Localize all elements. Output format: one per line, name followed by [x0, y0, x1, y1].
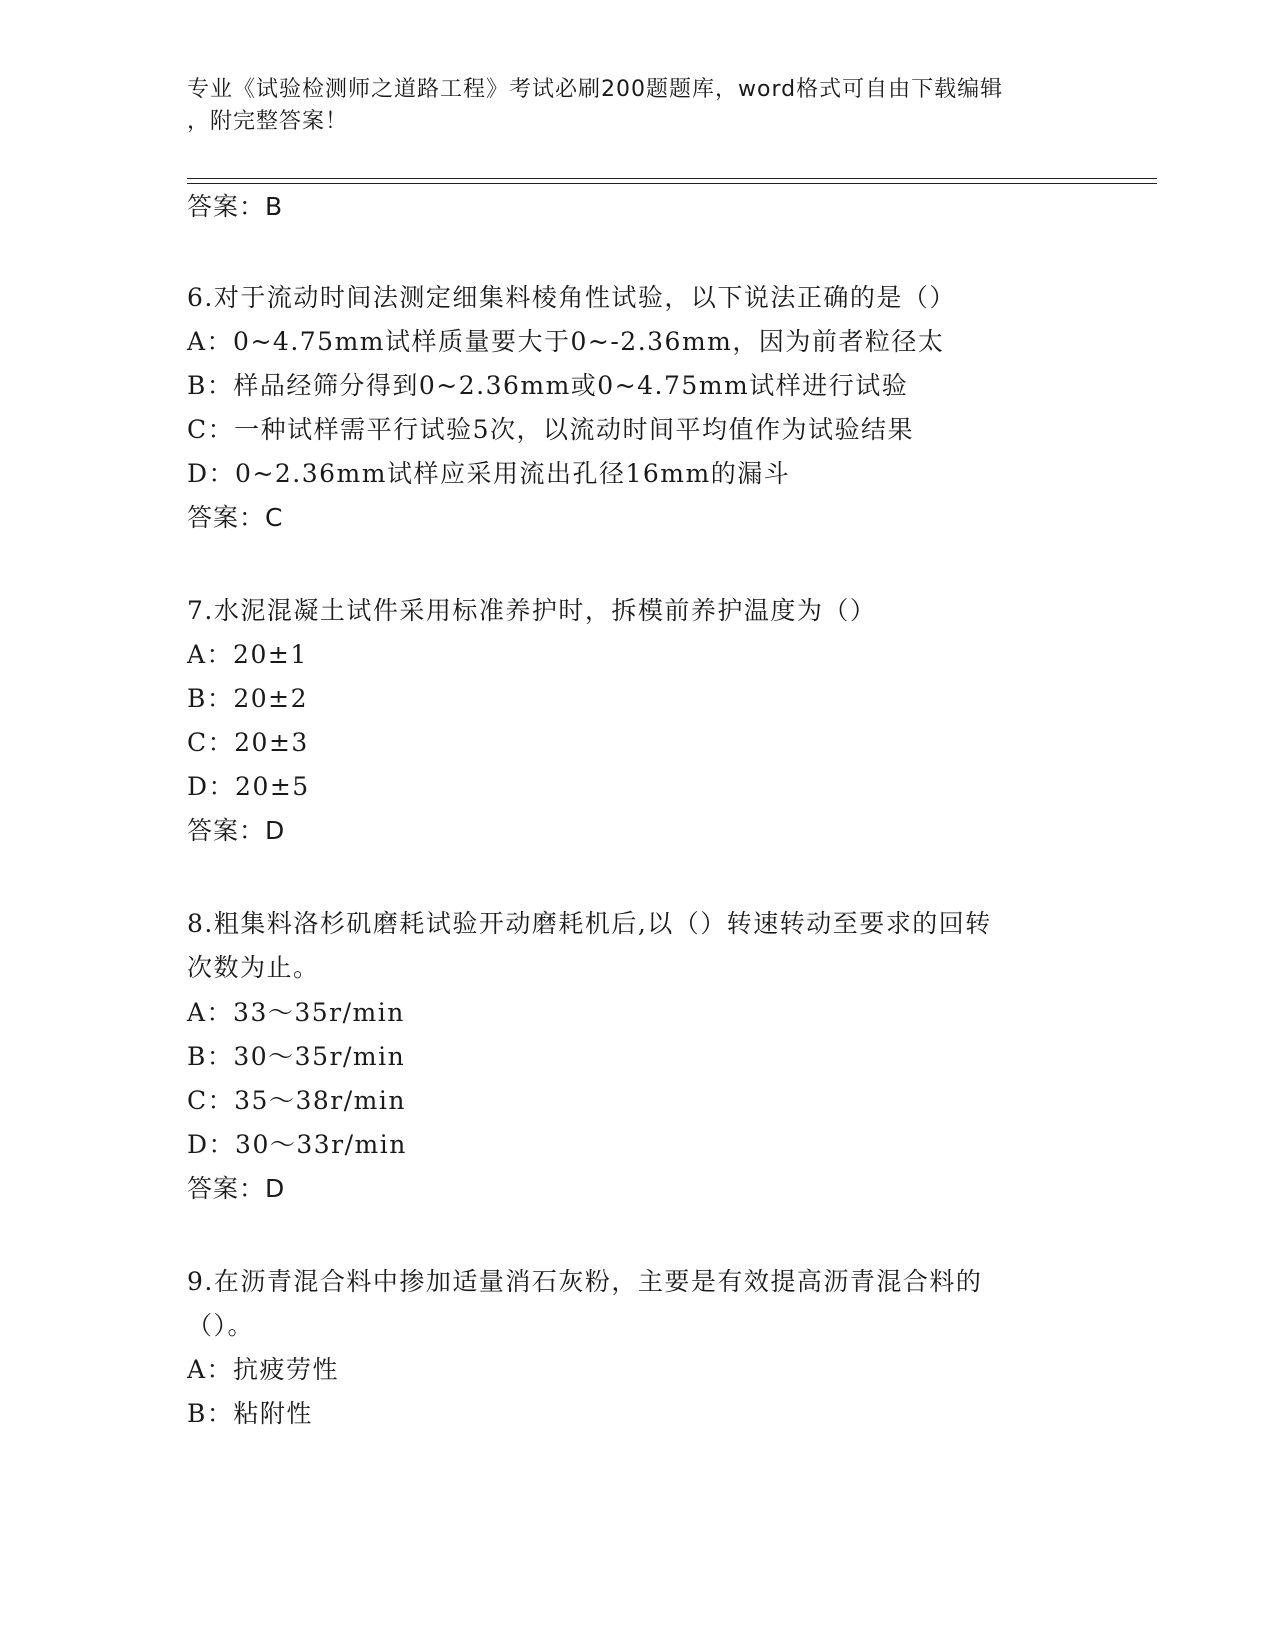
question-6-stem: 6.对于流动时间法测定细集料棱角性试验，以下说法正确的是（） — [187, 283, 956, 312]
header-title-line-2: ，附完整答案！ — [187, 109, 349, 134]
header-title-line: 专业《试验检测师之道路工程》考试必刷200题题库，word格式可自由下载编辑 — [187, 77, 1004, 102]
question-6-answer: 答案：C — [187, 503, 284, 532]
question-6-option-c: C：一种试样需平行试验5次，以流动时间平均值作为试验结果 — [187, 415, 915, 444]
question-7-option-b: B：20±2 — [187, 684, 309, 713]
question-8-answer: 答案：D — [187, 1174, 286, 1203]
question-7-option-d: D：20±5 — [187, 772, 310, 801]
question-8-option-a: A：33～35r/min — [187, 998, 405, 1027]
header-divider-bottom — [187, 183, 1157, 184]
question-9-stem-continued: （）。 — [187, 1311, 255, 1340]
document-header — [187, 74, 1067, 138]
header-divider-top — [187, 178, 1157, 179]
question-7-option-c: C：20±3 — [187, 728, 309, 757]
question-8-option-c: C：35～38r/min — [187, 1086, 406, 1115]
question-6-option-a: A：0~4.75mm试样质量要大于0~-2.36mm，因为前者粒径太 — [187, 327, 945, 356]
question-9-option-a: A：抗疲劳性 — [187, 1355, 340, 1384]
previous-answer: 答案：B — [187, 192, 284, 221]
question-7-answer: 答案：D — [187, 816, 286, 845]
question-7-option-a: A：20±1 — [187, 640, 308, 669]
question-6-option-d: D：0~2.36mm试样应采用流出孔径16mm的漏斗 — [187, 459, 791, 488]
question-6-option-b: B：样品经筛分得到0~2.36mm或0~4.75mm试样进行试验 — [187, 371, 909, 400]
question-8-stem: 8.粗集料洛杉矶磨耗试验开动磨耗机后,以（）转速转动至要求的回转 — [187, 909, 992, 938]
question-7-stem: 7.水泥混凝土试件采用标准养护时，拆模前养护温度为（） — [187, 596, 877, 625]
question-8-option-d: D：30～33r/min — [187, 1130, 407, 1159]
question-9-stem: 9.在沥青混合料中掺加适量消石灰粉，主要是有效提高沥青混合料的 — [187, 1267, 983, 1296]
question-9-option-b: B：粘附性 — [187, 1399, 313, 1428]
question-8-stem-continued: 次数为止。 — [187, 953, 320, 982]
question-8-option-b: B：30～35r/min — [187, 1042, 406, 1071]
